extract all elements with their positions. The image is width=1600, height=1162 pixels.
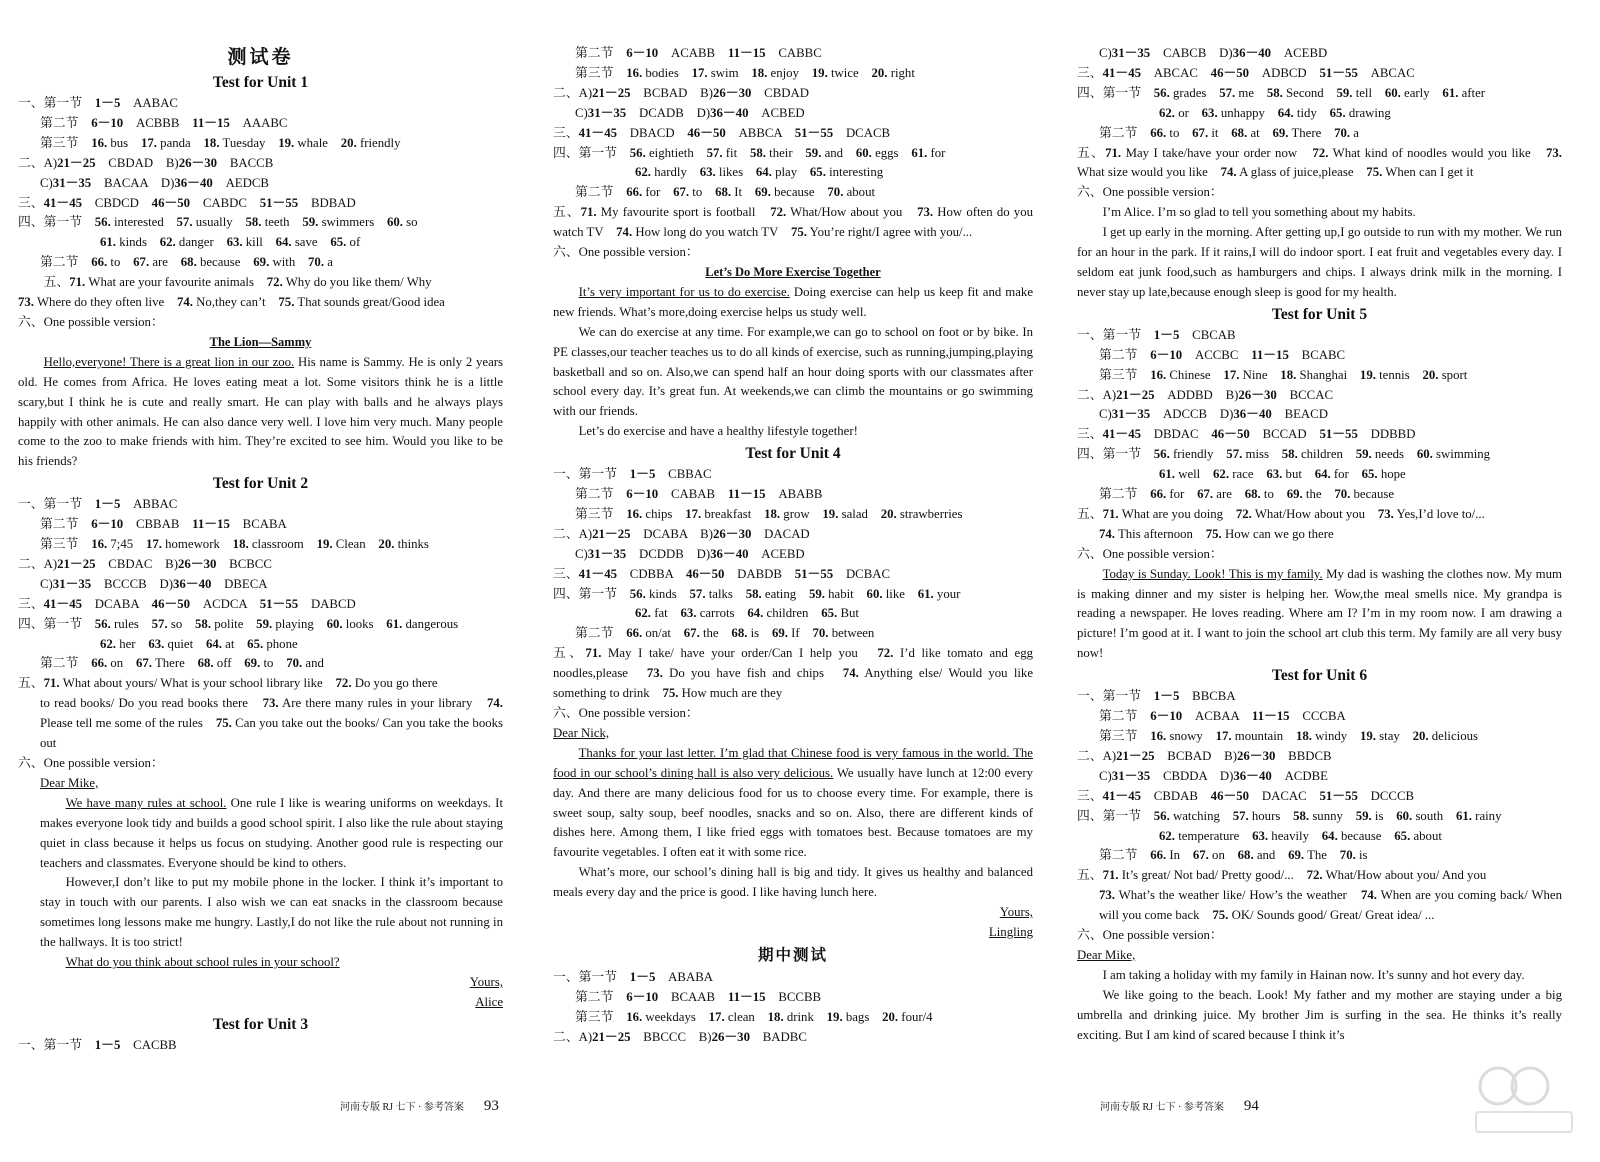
answer-line: C)31－35 BACAA D)36－40 AEDCB: [40, 175, 269, 190]
answer-line: 四、第一节 56. friendly 57. miss 58. children 59. needs 60. swimming: [1077, 447, 1491, 462]
left-page-column: [18, 44, 503, 1056]
answer-line: 第二节 66. for 67. are 68. to 69. the 70. because: [1099, 487, 1395, 502]
answer-line: 第二节 66. to 67. it 68. at 69. There 70. a: [1099, 125, 1359, 140]
page-number: 94: [1243, 1098, 1259, 1114]
answer-line: 六、One possible version：: [1077, 185, 1223, 200]
answer-block: 五、71. May I take/have your order now 72. What kind of noodles would you like 73. What size would you like 74. A glass of juice,please 75. When can I get it: [1077, 145, 1562, 180]
answer-line: 第二节 6－10 ACBAA 11－15 CCCBA: [1099, 709, 1346, 724]
footer-label: 河南专版 RJ 七下 · 参考答案: [1100, 1102, 1224, 1113]
answer-line: 第二节 66. on/at 67. the 68. is 69. If 70. between: [575, 626, 875, 641]
answer-line: 四、第一节 56. eightieth 57. fit 58. their 59. and 60. eggs 61. for: [553, 145, 946, 160]
page-title: 测试卷: [227, 47, 294, 68]
answer-line: Dear Mike,: [1077, 947, 1136, 962]
answer-line: 第二节 66. for 67. to 68. It 69. because 70. about: [575, 185, 876, 200]
answer-line: 第二节 6－10 CBBAB 11－15 BCABA: [40, 517, 287, 532]
answer-line: 二、A)21－25 BBCCC B)26－30 BADBC: [553, 1029, 807, 1044]
answer-line: 第三节 16. bus 17. panda 18. Tuesday 19. whale 20. friendly: [40, 135, 401, 150]
answer-line: 62. temperature 63. heavily 64. because 65. about: [1159, 828, 1442, 843]
answer-line: 三、41－45 ABCAC 46－50 ADBCD 51－55 ABCAC: [1077, 65, 1415, 80]
answer-line: C)31－35 DCDDB D)36－40 ACEBD: [575, 546, 805, 561]
right-page: [1050, 0, 1600, 1162]
answer-line: C)31－35 ADCCB D)36－40 BEACD: [1099, 407, 1328, 422]
answer-line: Dear Mike,: [40, 775, 99, 790]
answer-line: 第二节 6－10 BCAAB 11－15 BCCBB: [575, 989, 822, 1004]
answer-line: 第二节 66. to 67. are 68. because 69. with 70. a: [40, 255, 333, 270]
section-heading: Test for Unit 4: [745, 445, 841, 463]
answer-line: Dear Nick,: [553, 725, 610, 740]
essay-paragraph: Let’s do exercise and have a healthy lifestyle together!: [578, 424, 858, 439]
answer-line: 二、A)21－25 BCBAD B)26－30 BBDCB: [1077, 748, 1332, 763]
answer-line: 第三节 16. Chinese 17. Nine 18. Shanghai 19. tennis 20. sport: [1099, 367, 1468, 382]
answer-line: 第二节 66. In 67. on 68. and 69. The 70. is: [1099, 848, 1368, 863]
answer-line: 第三节 16. 7;45 17. homework 18. classroom 19. Clean 20. thinks: [40, 537, 429, 552]
watermark-logo-icon: [1468, 1058, 1578, 1138]
answer-line: 第三节 16. bodies 17. swim 18. enjoy 19. twice 20. right: [575, 65, 915, 80]
answer-line: 一、第一节 1－5 ABABA: [553, 969, 713, 984]
answer-line: 三、41－45 CBDAB 46－50 DACAC 51－55 DCCCB: [1077, 788, 1415, 803]
answer-line: 三、41－45 DCABA 46－50 ACDCA 51－55 DABCD: [18, 596, 356, 611]
answer-line: 四、第一节 56. rules 57. so 58. polite 59. playing 60. looks 61. dangerous: [18, 616, 459, 631]
essay-paragraph: I get up early in the morning. After getting up,I go outside to run with my mother. We run for an hour in the park. If it rains,I will do indoor sport. I eat fruit and vegetables every day. I seldom eat junk food,such as hamburgers and chips. I always drink milk in the morning. I never stay up late,because enough sleep is good for my health.: [1077, 225, 1562, 299]
letter-signoff: Alice: [475, 994, 503, 1009]
middle-column-page: [530, 0, 1050, 1162]
answer-line: 四、第一节 56. watching 57. hours 58. sunny 59. is 60. south 61. rainy: [1077, 808, 1502, 823]
left-page: [0, 0, 520, 1162]
answer-block: 五、71. May I take/ have your order/Can I help you 72. I’d like tomato and egg noodles,please 73. Do you have fish and chips 74. Anything else/ Would you like something to drink 75. How much are they: [553, 646, 1034, 701]
answer-line: 二、A)21－25 DCABA B)26－30 DACAD: [553, 526, 810, 541]
essay-paragraph: We have many rules at school. One rule I like is wearing uniforms on weekdays. It makes everyone look tidy and builds a good school spirit. I also like the rule about staying quiet in class because it helps us focus on studying. Another good rule is respecting our teachers and classmates. Everyone should be kind to others.: [40, 795, 503, 870]
answer-line: 一、第一节 1－5 BBCBA: [1077, 689, 1236, 704]
answer-block: to read books/ Do you read books there 73. Are there many rules in your library 74. Please tell me some of the rules 75. Can you take out the books/ Can you take the books out: [40, 696, 503, 751]
answer-line: 62. or 63. unhappy 64. tidy 65. drawing: [1159, 105, 1391, 120]
essay-paragraph: However,I don’t like to put my mobile phone in the locker. I think it’s important to stay in touch with our parents. I also wish we can eat snacks in the classroom because sometimes long lessons make me hungry. Lastly,I do not like the rule about not running in the hallways. It is too strict!: [40, 875, 503, 950]
right-page-footer: [1100, 1096, 1259, 1118]
answer-line: 一、第一节 1－5 AABAC: [18, 96, 178, 110]
essay-title: The Lion—Sammy: [209, 334, 312, 349]
answer-line: 62. her 63. quiet 64. at 65. phone: [100, 636, 298, 651]
section-heading: Test for Unit 2: [212, 475, 309, 493]
right-page-column: [1077, 44, 1562, 1046]
answer-line: 一、第一节 1－5 CBBAC: [553, 467, 712, 482]
answer-line: C)31－35 DCADB D)36－40 ACBED: [575, 105, 805, 120]
letter-signoff: Yours,: [999, 905, 1033, 920]
essay-paragraph: I am taking a holiday with my family in Hainan now. It’s sunny and hot every day.: [1102, 967, 1525, 982]
essay-paragraph: Thanks for your last letter. I’m glad that Chinese food is very famous in the world. The food in our school’s dining hall is also very delicious. We usually have lunch at 12:00 every day. And there are many delicious food for us to choose every time. For example, there is sweet soup, salty soup, beef noodles, snacks and so on. Also, there are different kinds of dishes here. Among them, I like fried eggs with tomatoes best. Because tomatoes are my favourite vegetables. I often eat it with some rice.: [553, 745, 1033, 860]
answer-line: 第二节 6－10 ACABB 11－15 CABBC: [575, 46, 822, 60]
answer-line: 62. fat 63. carrots 64. children 65. But: [635, 606, 859, 621]
answer-line: 三、41－45 DBACD 46－50 ABBCA 51－55 DCACB: [553, 125, 891, 140]
answer-block: 五、71. What about yours/ What is your school library like 72. Do you go there: [18, 676, 438, 691]
essay-paragraph: Hello,everyone! There is a great lion in our zoo. His name is Sammy. He is only 2 years old. He comes from Africa. He loves eating meat a lot. Some visitors think he is a little scary,but I think he is cute and really smart. He can play with balls and he always plays happily with other animals. He can also dance very well. I love him very much. Many people come to the zoo to make friends with him. They’re excited to see him. Would you like to be his friends?: [18, 354, 503, 469]
answer-line: 六、One possible version：: [1077, 928, 1223, 943]
essay-paragraph: What’s more, our school’s dining hall is big and tidy. It gives us healthy and balanced meals every day and the price is good. I like having lunch here.: [553, 865, 1033, 900]
section-heading: Test for Unit 1: [212, 74, 309, 91]
answer-line: 六、One possible version：: [1077, 546, 1223, 561]
section-heading: Test for Unit 3: [212, 1015, 309, 1033]
essay-paragraph: What do you think about school rules in your school?: [65, 955, 340, 970]
answer-line: 六、One possible version：: [18, 756, 164, 770]
answer-line: 二、A)21－25 CBDAC B)26－30 BCBCC: [18, 556, 272, 571]
answer-line: 74. This afternoon 75. How can we go there: [1099, 526, 1334, 541]
answer-line: 四、第一节 56. grades 57. me 58. Second 59. tell 60. early 61. after: [1077, 85, 1486, 100]
answer-block: 73. What’s the weather like/ How’s the weather 74. When are you coming back/ When will you come back 75. OK/ Sounds good/ Great/ Great idea/ ...: [1099, 888, 1562, 923]
letter-signoff: Yours,: [469, 974, 503, 989]
answer-line: 第二节 66. on 67. There 68. off 69. to 70. and: [40, 656, 324, 671]
answer-line: 第二节 6－10 ACBBB 11－15 AAABC: [40, 115, 288, 130]
answer-line: 一、第一节 1－5 CBCAB: [1077, 327, 1236, 342]
essay-paragraph: 五、71. What are your favourite animals 72. Why do you like them/ Why: [43, 275, 432, 290]
section-heading: 期中测试: [757, 946, 828, 964]
answer-line: 第三节 16. chips 17. breakfast 18. grow 19. salad 20. strawberries: [575, 506, 963, 521]
letter-signoff: Lingling: [988, 924, 1033, 939]
answer-line: 二、A)21－25 BCBAD B)26－30 CBDAD: [553, 85, 809, 100]
answer-block: 五、71. What are you doing 72. What/How about you 73. Yes,I’d love to/...: [1077, 506, 1485, 521]
answer-line: 第二节 6－10 CABAB 11－15 ABABB: [575, 487, 823, 502]
answer-line: 六、One possible version：: [18, 314, 164, 329]
answer-line: 三、41－45 CDBBA 46－50 DABDB 51－55 DCBAC: [553, 566, 891, 581]
answer-line: 第二节 6－10 ACCBC 11－15 BCABC: [1099, 347, 1346, 362]
answer-line: 四、第一节 56. kinds 57. talks 58. eating 59. habit 60. like 61. your: [553, 586, 961, 601]
essay-paragraph: We can do exercise at any time. For example,we can go to school on foot or by bike. In PE classes,our teacher teaches us to do all kinds of exercise, such as running,jumping,playing basketball and so on. Also,we can spend half an hour doing sports with our classmates after school every day. It’s great fun. At weekends,we can climb the mountains or go swimming with our friends.: [553, 324, 1033, 419]
essay-paragraph: We like going to the beach. Look! My father and my mother are staying under a big umbrella and drinking juice. My brother Jim is surfing in the sea. He thinks it’s really exciting. But I am kind of scared because I think it’s: [1077, 987, 1562, 1042]
essay-paragraph: It’s very important for us to do exercise. Doing exercise can help us keep fit and make new friends. What’s more,doing exercise helps us study well.: [553, 284, 1034, 319]
answer-line: C)31－35 CABCB D)36－40 ACEBD: [1099, 46, 1328, 60]
answer-block: 五、71. My favourite sport is football 72. What/How about you 73. How often do you watch TV 74. How long do you watch TV 75. You’re right/I agree with you/...: [553, 205, 1033, 240]
left-page-footer: [340, 1096, 499, 1118]
essay-paragraph: Today is Sunday. Look! This is my family. My dad is washing the clothes now. My mum is making dinner and my sister is helping her. Wow,the meal smells nice. My grandpa is reading a newspaper. He loves reading. Where am I? I’m in my room now. I am drawing a picture! I’m good at it. I want to join the school art club this term. My family are all very busy now!: [1077, 566, 1562, 661]
answer-line: 61. well 62. race 63. but 64. for 65. hope: [1159, 467, 1406, 482]
answer-line: 六、One possible version：: [553, 245, 699, 260]
answer-block: 五、71. It’s great/ Not bad/ Pretty good/... 72. What/How about you/ And you: [1077, 868, 1487, 883]
answer-line: C)31－35 CBDDA D)36－40 ACDBE: [1099, 768, 1328, 783]
essay-title: Let’s Do More Exercise Together: [705, 264, 881, 279]
answer-line: 二、A)21－25 CBDAD B)26－30 BACCB: [18, 155, 274, 170]
answer-line: 四、第一节 56. interested 57. usually 58. teeth 59. swimmers 60. so: [18, 215, 418, 230]
answer-line: 一、第一节 1－5 CACBB: [18, 1037, 177, 1052]
middle-column: [553, 44, 1033, 1048]
answer-line: 第三节 16. snowy 17. mountain 18. windy 19. stay 20. delicious: [1099, 729, 1478, 743]
section-heading: Test for Unit 5: [1271, 305, 1368, 323]
section-heading: Test for Unit 6: [1271, 667, 1368, 685]
answer-line: 一、第一节 1－5 ABBAC: [18, 497, 178, 512]
essay-paragraph: I’m Alice. I’m so glad to tell you something about my habits.: [1102, 205, 1416, 220]
answer-line: 二、A)21－25 ADDBD B)26－30 BCCAC: [1077, 387, 1333, 402]
answer-line: 三、41－45 CBDCD 46－50 CABDC 51－55 BDBAD: [18, 195, 356, 210]
answer-line: 六、One possible version：: [553, 706, 699, 720]
answer-line: 61. kinds 62. danger 63. kill 64. save 65. of: [100, 235, 361, 250]
answer-line: 三、41－45 DBDAC 46－50 BCCAD 51－55 DDBBD: [1077, 427, 1416, 442]
answer-line: C)31－35 BCCCB D)36－40 DBECA: [40, 576, 268, 591]
answer-line: 第三节 16. weekdays 17. clean 18. drink 19. bags 20. four/4: [575, 1009, 933, 1024]
page-number: 93: [483, 1098, 499, 1114]
answer-line: 62. hardly 63. likes 64. play 65. interesting: [635, 165, 884, 180]
answer-block: 73. Where do they often live 74. No,they can’t 75. That sounds great/Good idea: [18, 295, 445, 310]
footer-label: 河南专版 RJ 七下 · 参考答案: [340, 1102, 464, 1113]
